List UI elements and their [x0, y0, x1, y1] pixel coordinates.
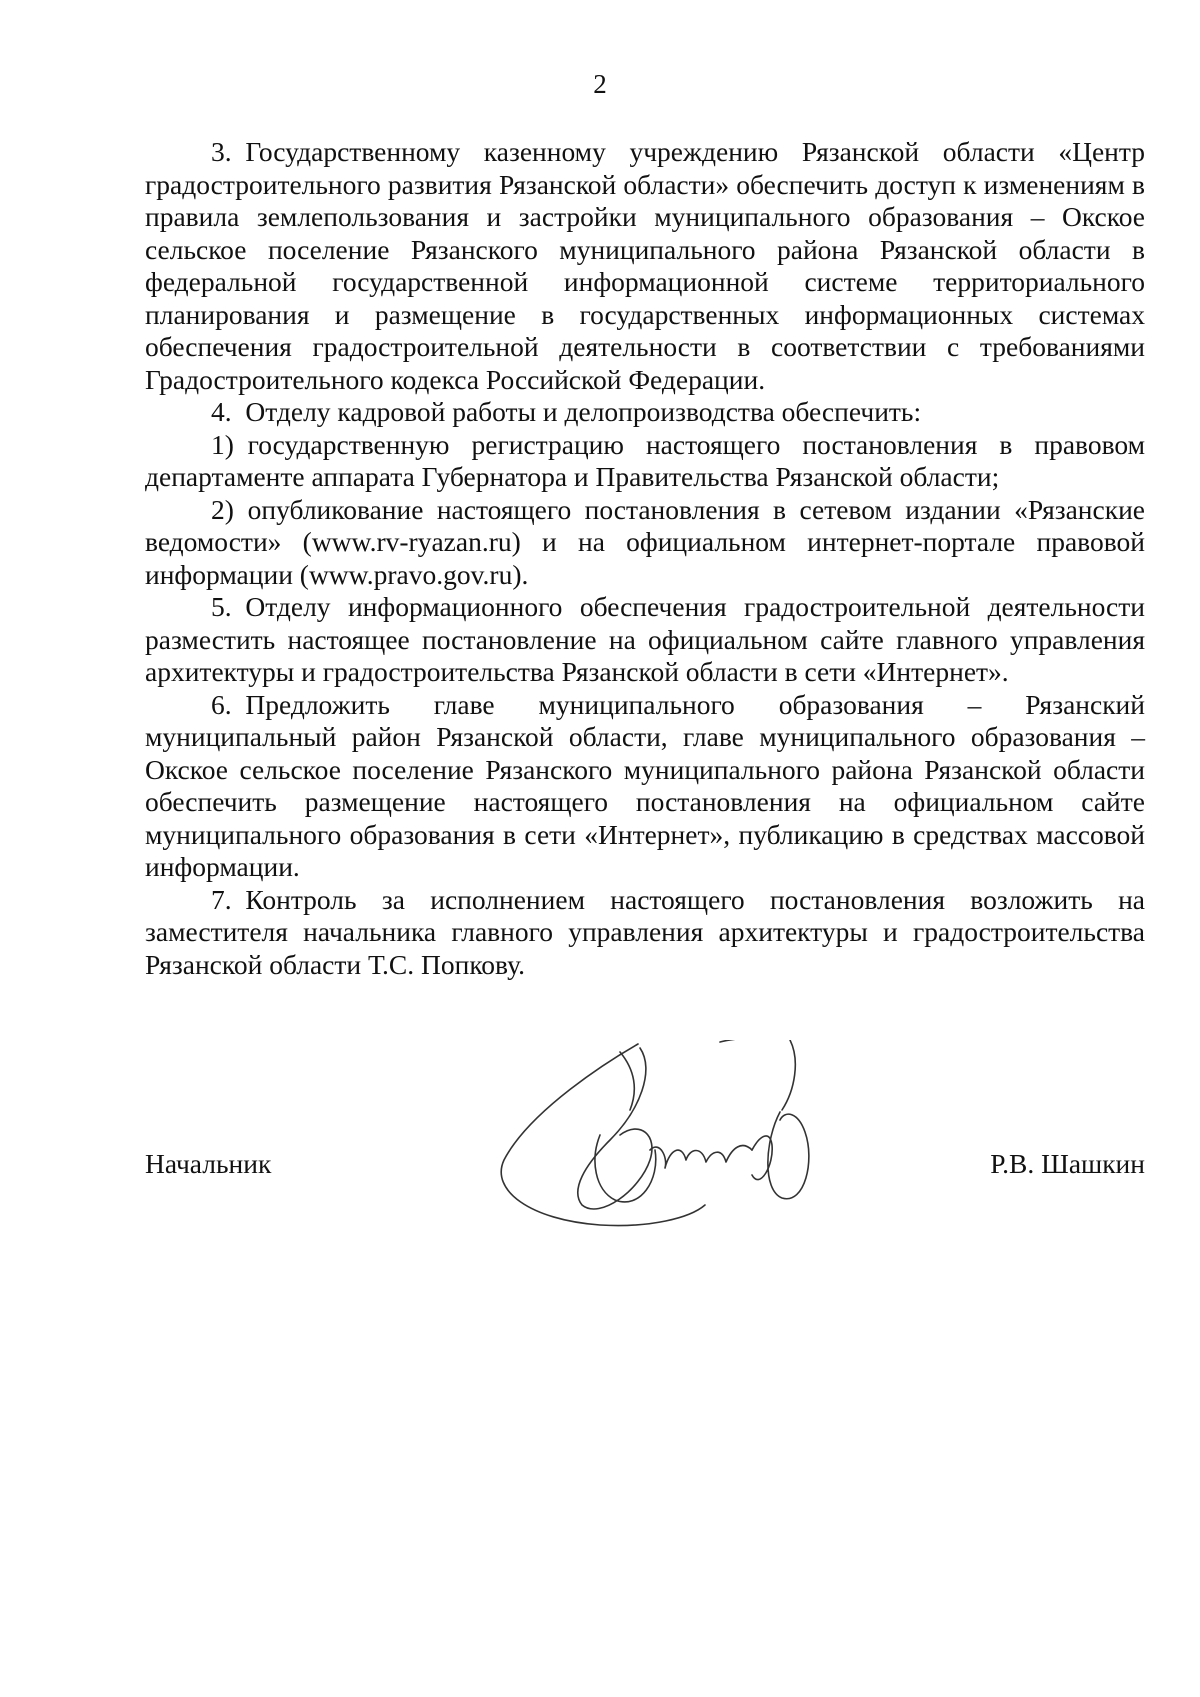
- document-body: [145, 136, 1145, 981]
- page-number: 2: [593, 69, 607, 99]
- signatory-title: Начальник: [145, 1148, 272, 1179]
- signatory-name: Р.В. Шашкин: [990, 1148, 1145, 1179]
- paragraph-4: 4. Отделу кадровой работы и делопроизводства обеспечить:: [211, 396, 922, 427]
- paragraph-4-item-1: 1) государственную регистрацию настоящего постановления в правовом департаменте аппарата Губернатора и Правительства Рязанской области;: [145, 428, 1145, 492]
- handwritten-signature: [490, 1040, 860, 1240]
- paragraph-7: 7. Контроль за исполнением настоящего постановления возложить на заместителя начальника главного управления архитектуры и градостроительства Рязанской области Т.С. Попкову.: [145, 883, 1145, 980]
- paragraph-5: 5. Отделу информационного обеспечения градостроительной деятельности разместить настоящее постановление на официальном сайте главного управления архитектуры и градостроительства Рязанской области в сети «Интернет».: [145, 591, 1145, 687]
- paragraph-4-item-2: 2) опубликование настоящего постановления в сетевом издании «Рязанские ведомости» (www.rv-ryazan.ru) и на официальном интернет-портале правовой информации (www.pravo.gov.ru).: [145, 493, 1145, 590]
- paragraph-3: 3. Государственному казенному учреждению Рязанской области «Центр градостроительного развития Рязанской области» обеспечить доступ к изменениям в правила землепользования и застройки муниципального образования – Окское сельское поселение Рязанского муниципального района Рязанской области в федеральной государственной информационной системе территориального планирования и размещение в государственных информационных системах обеспечения градостроительной деятельности в соответствии с требованиями Градостроительного кодекса Российской Федерации.: [145, 136, 1145, 395]
- paragraph-6: 6. Предложить главе муниципального образования – Рязанский муниципальный район Рязанской области, главе муниципального образования – Окское сельское поселение Рязанского муниципального района Рязанской области обеспечить размещение настоящего постановления на официальном сайте муниципального образования в сети «Интернет», публикацию в средствах массовой информации.: [145, 688, 1145, 882]
